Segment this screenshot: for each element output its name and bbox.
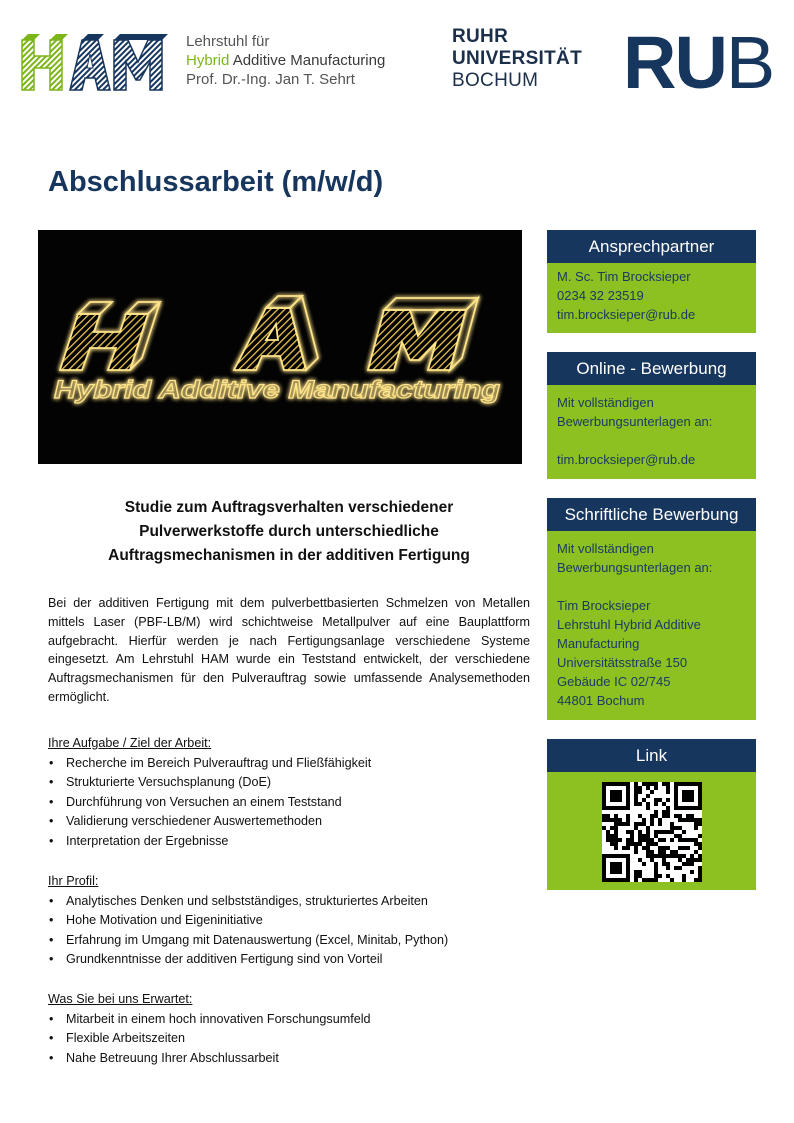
offer-section bbox=[48, 990, 530, 1068]
ruhr-line-3: BOCHUM bbox=[452, 70, 539, 91]
chair-line-1: Lehrstuhl für bbox=[186, 33, 270, 50]
written-line-1: Mit vollständigen bbox=[557, 541, 654, 556]
contact-phone[interactable]: 0234 32 23519 bbox=[557, 288, 644, 303]
chair-hybrid: Hybrid bbox=[186, 52, 230, 69]
online-application-box bbox=[547, 352, 756, 479]
list-item: • Analytisches Denken und selbstständiges, strukturiertes Arbeiten bbox=[48, 892, 530, 912]
list-item: • Recherche im Bereich Pulverauftrag und Fließfähigkeit bbox=[48, 754, 530, 774]
spacer bbox=[557, 577, 746, 596]
address-name: Tim Brocksieper bbox=[557, 598, 651, 613]
profile-list bbox=[48, 892, 530, 970]
rub-logo-b: B bbox=[725, 21, 774, 104]
rub-logo-ru: RU bbox=[623, 21, 726, 104]
list-item: • Nahe Betreuung Ihrer Abschlussarbeit bbox=[48, 1049, 530, 1069]
list-item: • Validierung verschiedener Auswertemethoden bbox=[48, 812, 530, 832]
contact-name: M. Sc. Tim Brocksieper bbox=[557, 269, 691, 284]
link-box bbox=[547, 739, 756, 890]
written-application-box bbox=[547, 498, 756, 720]
tasks-heading: Ihre Aufgabe / Ziel der Arbeit: bbox=[48, 736, 212, 750]
spacer bbox=[557, 431, 746, 450]
thesis-topic-line-3: Auftragsmechanismen in der additiven Fertigung bbox=[108, 547, 470, 564]
address-city: 44801 Bochum bbox=[557, 693, 645, 708]
link-heading: Link bbox=[547, 739, 756, 772]
thesis-topic-line-2: Pulverwerkstoffe durch unterschiedliche bbox=[139, 523, 439, 540]
tasks-section bbox=[48, 734, 530, 852]
hero-glow-graphic bbox=[38, 230, 522, 464]
hero-caption: Hybrid Additive Manufacturing bbox=[54, 376, 500, 404]
list-item: • Interpretation der Ergebnisse bbox=[48, 832, 530, 852]
written-application-body bbox=[547, 531, 756, 718]
profile-heading: Ihr Profil: bbox=[48, 874, 99, 888]
chair-manufacturing: Manufacturing bbox=[290, 52, 386, 69]
ham-logo-graphic bbox=[16, 34, 172, 92]
chair-additive: Additive bbox=[232, 52, 287, 69]
online-line-2: Bewerbungsunterlagen an: bbox=[557, 414, 713, 429]
profile-section bbox=[48, 872, 530, 970]
list-item: • Flexible Arbeitszeiten bbox=[48, 1029, 530, 1049]
chair-name bbox=[186, 32, 385, 89]
address-street: Universitätsstraße 150 bbox=[557, 655, 688, 670]
rub-logo bbox=[623, 21, 774, 104]
ham-logo bbox=[16, 34, 172, 92]
address-chair-cont: Manufacturing bbox=[557, 636, 640, 651]
list-item: • Erfahrung im Umgang mit Datenauswertung (Excel, Minitab, Python) bbox=[48, 931, 530, 951]
hero-image bbox=[38, 230, 522, 464]
ruhr-line-1: RUHR bbox=[452, 26, 509, 47]
written-line-2: Bewerbungsunterlagen an: bbox=[557, 560, 713, 575]
online-line-1: Mit vollständigen bbox=[557, 395, 654, 410]
offer-heading: Was Sie bei uns Erwartet: bbox=[48, 992, 193, 1006]
address-chair: Lehrstuhl Hybrid Additive bbox=[557, 617, 701, 632]
ruhr-line-2: UNIVERSITÄT bbox=[452, 48, 582, 69]
contact-heading: Ansprechpartner bbox=[547, 230, 756, 263]
chair-professor: Prof. Dr.-Ing. Jan T. Sehrt bbox=[186, 71, 355, 88]
thesis-topic bbox=[60, 496, 518, 568]
online-application-heading: Online - Bewerbung bbox=[547, 352, 756, 385]
qr-code-icon[interactable] bbox=[602, 782, 702, 882]
contact-body bbox=[547, 263, 756, 332]
thesis-topic-line-1: Studie zum Auftragsverhalten verschiedener bbox=[124, 499, 454, 516]
list-item: • Grundkenntnisse der additiven Fertigung sind von Vorteil bbox=[48, 950, 530, 970]
chair-line-2 bbox=[186, 51, 385, 70]
list-item: • Mitarbeit in einem hoch innovativen Forschungsumfeld bbox=[48, 1010, 530, 1030]
qr-wrapper bbox=[547, 772, 756, 892]
online-email-link[interactable]: tim.brocksieper@rub.de bbox=[557, 452, 696, 467]
contact-box bbox=[547, 230, 756, 333]
tasks-list bbox=[48, 754, 530, 852]
list-item: • Strukturierte Versuchsplanung (DoE) bbox=[48, 773, 530, 793]
contact-email-link[interactable]: tim.brocksieper@rub.de bbox=[557, 307, 696, 322]
online-application-body bbox=[547, 385, 756, 477]
ruhr-uni-logo bbox=[452, 26, 582, 92]
qr-code-graphic bbox=[602, 782, 702, 882]
list-item: • Hohe Motivation und Eigeninitiative bbox=[48, 911, 530, 931]
written-application-heading: Schriftliche Bewerbung bbox=[547, 498, 756, 531]
address-building: Gebäude IC 02/745 bbox=[557, 674, 671, 689]
page-title: Abschlussarbeit (m/w/d) bbox=[48, 166, 384, 198]
offer-list bbox=[48, 1010, 530, 1069]
intro-paragraph: Bei der additiven Fertigung mit dem pulverbettbasierten Schmelzen von Metallen mittels Laser (PBF-LB/M) wird schichtweise Metallpulver auf eine Bauplattform aufgebracht. Hierfür werden je nach Fertigungsanlage verschiedene Systeme eingesetzt. Am Lehrstuhl HAM wurde ein Teststand entwickelt, der verschiedene Auftragsmechanismen für den Pulverauftrag sowie umfassende Analysemethoden ermöglicht. bbox=[48, 596, 530, 704]
list-item: • Durchführung von Versuchen an einem Teststand bbox=[48, 793, 530, 813]
